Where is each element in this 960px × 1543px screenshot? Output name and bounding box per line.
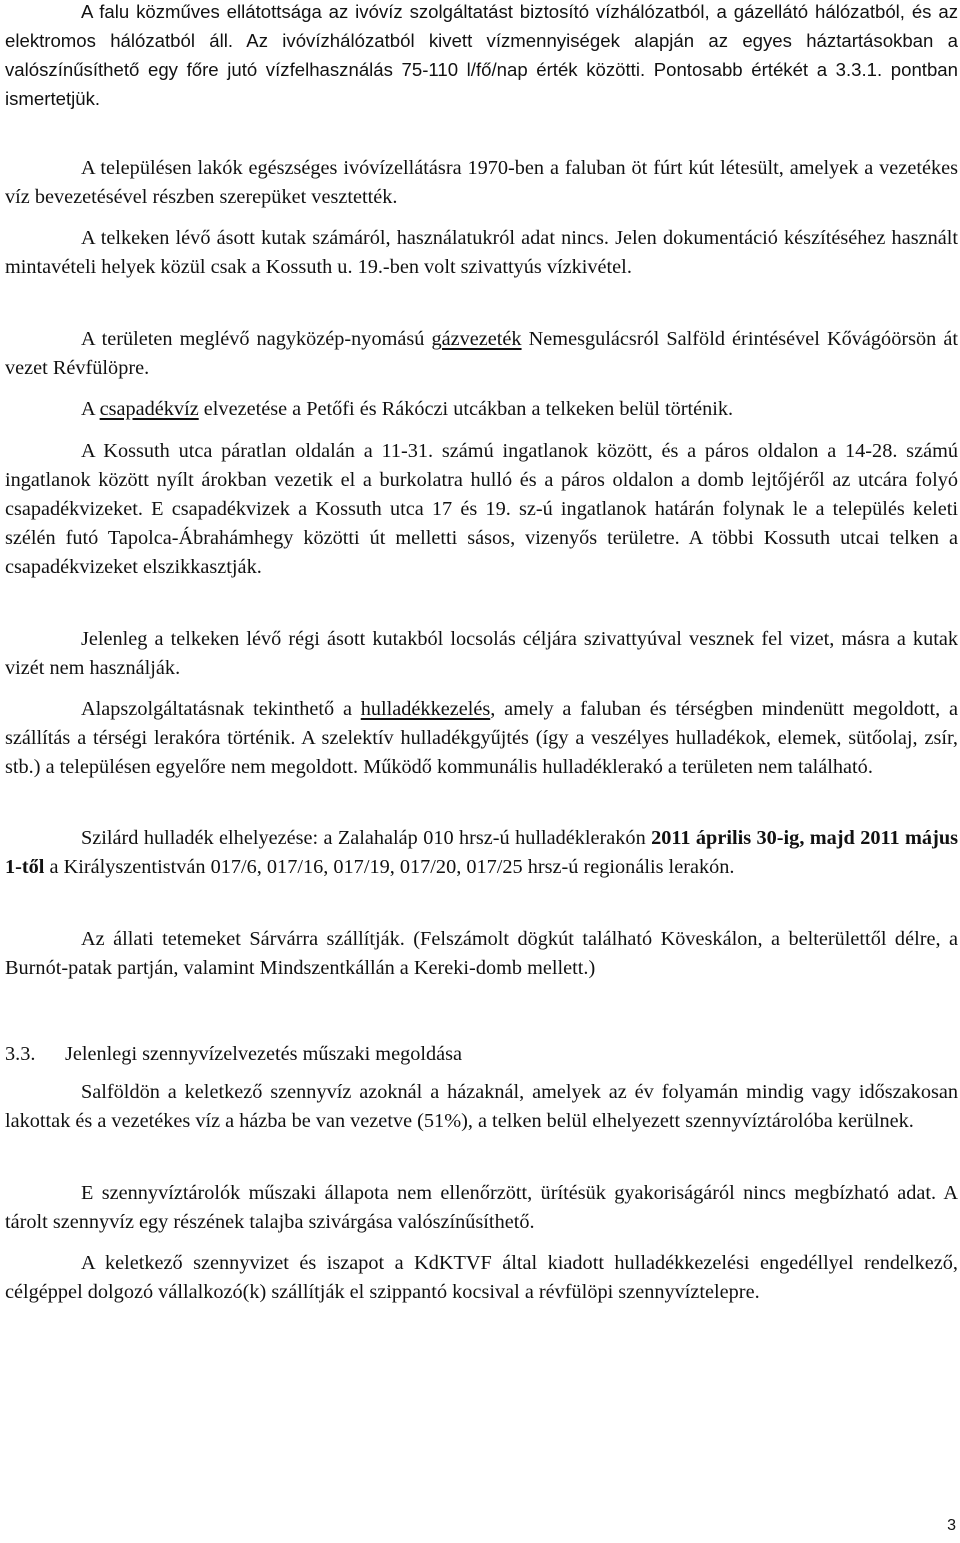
text-segment: A bbox=[81, 398, 100, 420]
paragraph-waste-management bbox=[5, 695, 958, 782]
waste-management-underlined-term: hulladékkezelés bbox=[360, 698, 491, 720]
text-segment: Nemesgulácsról Salföld érintésével Kővágóörsön át vezet Révfülöpre. bbox=[5, 328, 958, 379]
text-segment: , amely a faluban és térségben mindenütt megoldott, a szállítás a térségi lerakóra történik. A szelektív hulladékgyűjtés (így a veszélyes hulladékok, elemek, sütőolaj, zsír, stb.) a településen egyelőre nem megoldott. Működő kommunális hulladéklerakó a területen nem található. bbox=[5, 698, 958, 778]
text-segment: A területen meglévő nagyközép-nyomású bbox=[81, 328, 432, 350]
paragraph-sewage-transport: A keletkező szennyvizet és iszapot a KdKTVF által kiadott hulladékkezelési engedéllyel rendelkező, célgéppel dolgozó vállalkozó(k) szállítják el szippantó kocsival a révfülöpi szennyvíztelepre. bbox=[5, 1252, 958, 1303]
text-segment: a Királyszentistván 017/6, 017/16, 017/19, 017/20, 017/25 hrsz-ú regionális lerakón. bbox=[44, 856, 735, 878]
section-heading bbox=[5, 1040, 462, 1069]
paragraph-animal-carcasses: Az állati tetemeket Sárvárra szállítják. (Felszámolt dögkút található Köveskálon, a belterülettől délre, a Burnót-patak partján, valamint Mindszentkállán a Kereki-domb mellett.) bbox=[5, 928, 958, 979]
section-title: Jelenlegi szennyvízelvezetés műszaki megoldása bbox=[65, 1043, 463, 1065]
text-segment: elvezetése a Petőfi és Rákóczi utcákban a telkeken belül történik. bbox=[198, 398, 734, 420]
paragraph-wells-drilled: A településen lakók egészséges ivóvízellátásra 1970-ben a faluban öt fúrt kút létesült, amelyek a vezetékes víz bevezetésével részben szerepüket vesztették. bbox=[5, 157, 958, 208]
rainwater-underlined-term: csapadékvíz bbox=[99, 398, 199, 420]
text-segment: Szilárd hulladék elhelyezése: a Zalahaláp 010 hrsz-ú hulladéklerakón bbox=[81, 827, 652, 849]
paragraph-solid-waste bbox=[5, 824, 958, 882]
paragraph-kossuth-drainage: A Kossuth utca páratlan oldalán a 11-31. számú ingatlanok között, és a páros oldalon a 14-28. számú ingatlanok között nyílt árokban vezetik el a burkolatra hulló és a páros oldalon a domb lejtőjéről az utcára folyó csapadékvizeket. E csapadékvizek a Kossuth utca 17 és 19. sz-ú ingatlanok határán folynak le a település keleti szélén futó Tapolca-Ábrahámhegy közötti út melletti sásos, vizenyős területre. A többi Kossuth utcai telken a csapadékvizeket elszikkasztják. bbox=[5, 440, 958, 578]
paragraph-utilities: A falu közműves ellátottsága az ivóvíz szolgáltatást biztosító vízhálózatból, a gázellátó hálózatból, és az elektromos hálózatból áll. Az ivóvízhálózatból kivett vízmennyiségek alapján az egyes háztartásokban a valószínűsíthető egy főre jutó vízfelhasználás 75-110 l/fő/nap érték közötti. Pontosabb értékét a 3.3.1. pontban ismertetjük. bbox=[5, 1, 958, 109]
paragraph-dug-wells: A telkeken lévő ásott kutak számáról, használatukról adat nincs. Jelen dokumentáció készítéséhez használt mintavételi helyek közül csak a Kossuth u. 19.-ben volt szivattyús vízkivétel. bbox=[5, 227, 958, 278]
paragraph-old-wells: Jelenleg a telkeken lévő régi ásott kutakból locsolás céljára szivattyúval vesznek fel vizet, másra a kutak vizét nem használják. bbox=[5, 628, 958, 679]
page-number: 3 bbox=[947, 1517, 956, 1534]
paragraph-sewage-storage: Salföldön a keletkező szennyvíz azoknál a házaknál, amelyek az év folyamán mindig vagy időszakosan lakottak és a vezetékes víz a házba be van vezetve (51%), a telken belül elhelyezett szennyvíztárolóba kerülnek. bbox=[5, 1081, 958, 1132]
gas-pipeline-underlined-term: gázvezeték bbox=[431, 328, 522, 350]
paragraph-gas-pipeline bbox=[5, 325, 958, 383]
paragraph-rainwater bbox=[5, 395, 958, 424]
bold-dates: 2011 április 30-ig, majd 2011 május 1-től bbox=[5, 827, 958, 878]
section-number: 3.3. bbox=[5, 1043, 36, 1065]
paragraph-tank-condition: E szennyvíztárolók műszaki állapota nem ellenőrzött, ürítésük gyakoriságáról nincs megbízható adat. A tárolt szennyvíz egy részének talajba szivárgása valószínűsíthető. bbox=[5, 1182, 958, 1233]
text-segment: Alapszolgáltatásnak tekinthető a bbox=[81, 698, 361, 720]
